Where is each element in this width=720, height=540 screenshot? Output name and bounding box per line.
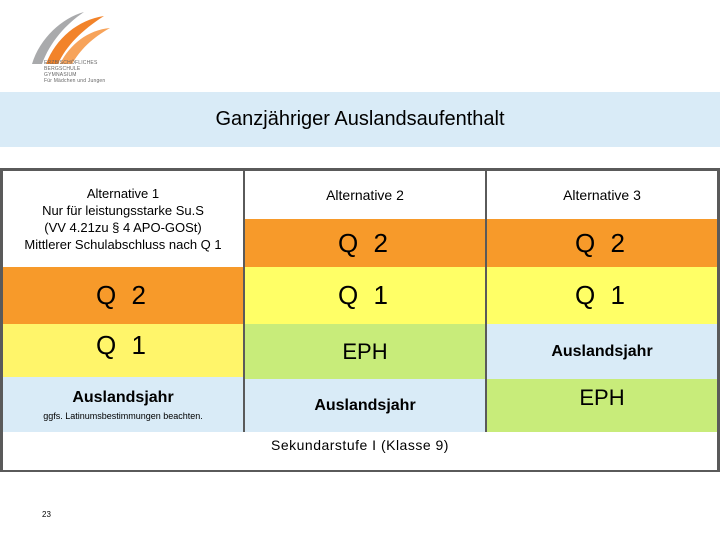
alt1-abroad-cell: [3, 377, 243, 432]
logo-text: ERZBISCHÖFLICHES BERGSCHULE GYMNASIUM Für Mädchen und Jungen: [44, 60, 106, 84]
page-title: Ganzjähriger Auslandsaufenthalt: [215, 108, 505, 130]
alt3-abroad-cell: Auslandsjahr: [487, 324, 717, 379]
alt2-q1-cell: Q 1: [245, 267, 485, 324]
alt3-eph-cell: EPH: [487, 379, 717, 432]
alt3-q1-cell: Q 1: [487, 267, 717, 324]
alt2-abroad-cell: Auslandsjahr: [245, 379, 485, 432]
alt1-header: Alternative 1 Nur für leistungsstarke Su.S (VV 4.21zu § 4 APO-GOSt) Mittlerer Schulabschluss nach Q 1: [3, 171, 243, 267]
logo-graphic: [22, 8, 132, 68]
page-number: 23: [42, 510, 51, 519]
alt2-header: Alternative 2: [245, 171, 485, 219]
alt1-q1-cell: Q 1: [3, 324, 243, 377]
alt2-eph-cell: EPH: [245, 324, 485, 379]
alt3-header: Alternative 3: [487, 171, 717, 219]
alt2-q2-cell: Q 2: [245, 219, 485, 267]
alt3-q2-cell: Q 2: [487, 219, 717, 267]
alt1-abroad-label: Auslandsjahr: [72, 388, 174, 406]
alt1-q2-cell: Q 2: [3, 267, 243, 324]
lower-secondary-label: Sekundarstufe I (Klasse 9): [3, 432, 717, 470]
latinum-note: ggfs. Latinumsbestimmungen beachten.: [43, 410, 203, 421]
